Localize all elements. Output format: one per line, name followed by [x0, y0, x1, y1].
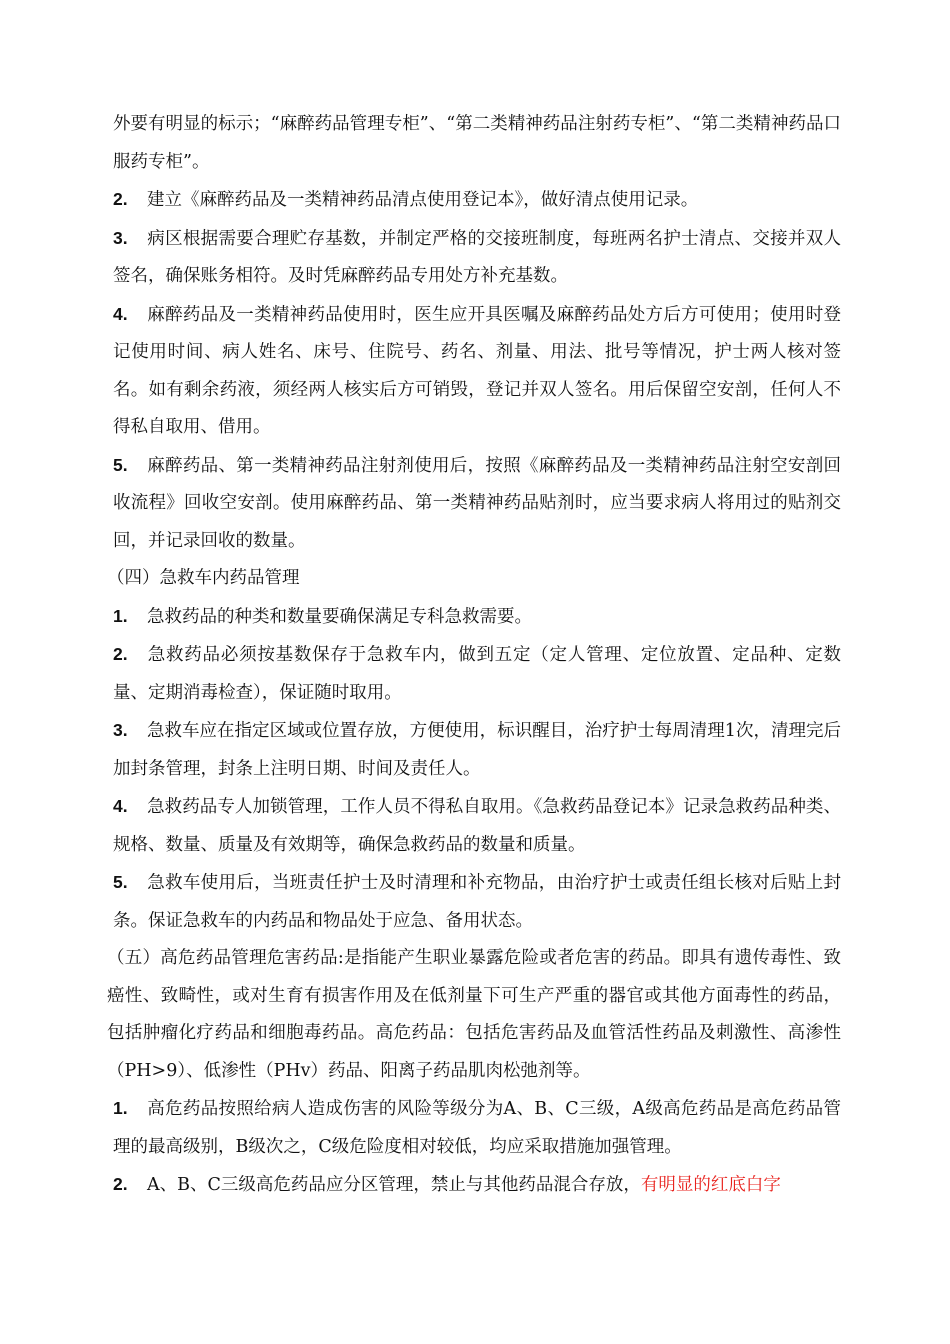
item-text: 病区根据需要合理贮存基数，并制定严格的交接班制度，每班两名护士清点、交接并双人签名，确保账务相符。及时凭麻醉药品专用处方补充基数。 — [113, 228, 841, 286]
list-item — [113, 788, 841, 864]
list-item — [113, 598, 841, 637]
item-number: 2. — [113, 189, 128, 209]
list-item — [113, 447, 841, 561]
item-text: 麻醉药品及一类精神药品使用时，医生应开具医嘱及麻醉药品处方后方可使用；使用时登记使用时间、病人姓名、床号、住院号、药名、剂量、用法、批号等情况，护士两人核对签名。如有剩余药液，须经两人核实后方可销毁，登记并双人签名。用后保留空安剖，任何人不得私自取用、借用。 — [113, 304, 841, 437]
item-text: 急救药品专人加锁管理，工作人员不得私自取用。《急救药品登记本》记录急救药品种类、规格、数量、质量及有效期等，确保急救药品的数量和质量。 — [113, 797, 841, 855]
list-item — [113, 220, 841, 296]
list-item — [113, 181, 841, 220]
item-number: 1. — [113, 605, 128, 626]
highlighted-text: 有明显的红底白字 — [640, 1175, 781, 1195]
paragraph-continuation — [113, 106, 841, 181]
heading-text: （五）高危药品管理危害药品:是指能产生职业暴露危险或者危害的药品。即具有遗传毒性、致癌性、致畸性，或对生育有损害作用及在低剂量下可生产严重的器官或其他方面毒性的药品，包括肿瘤化疗药品和细胞毒药品。高危药品：包括危害药品及血管活性药品及刺激性、高渗性（PH>9）、低渗性（PHv）药品、阳离子药品肌肉松弛剂等。 — [107, 948, 841, 1081]
section-heading-emergency-cart — [107, 560, 841, 598]
item-number: 1. — [113, 1098, 128, 1118]
list-item — [113, 864, 841, 940]
paragraph-text: 外要有明显的标示；“麻醉药品管理专柜”、“第二类精神药品注射药专柜”、“第二类精神药品口服药专柜”。 — [113, 114, 841, 172]
item-number: 3. — [113, 227, 128, 248]
item-text: 建立《麻醉药品及一类精神药品清点使用登记本》，做好清点使用记录。 — [147, 190, 699, 210]
item-number: 4. — [113, 796, 128, 816]
item-number: 5. — [113, 872, 128, 892]
item-text: A、B、C三级高危药品应分区管理，禁止与其他药品混合存放， — [147, 1175, 641, 1195]
item-number: 2. — [113, 644, 128, 664]
heading-text: （四）急救车内药品管理 — [107, 568, 300, 588]
item-text: 急救药品的种类和数量要确保满足专科急救需要。 — [147, 606, 532, 627]
item-number: 2. — [113, 1174, 128, 1194]
item-number: 5. — [113, 454, 128, 475]
list-item — [113, 1166, 841, 1205]
list-item — [113, 296, 841, 447]
list-item — [113, 712, 841, 788]
section-heading-high-risk-drugs — [107, 940, 841, 1090]
item-number: 4. — [113, 303, 128, 324]
item-text: 急救车使用后，当班责任护士及时清理和补充物品，由治疗护士或责任组长核对后贴上封条。保证急救车的内药品和物品处于应急、备用状态。 — [113, 873, 841, 931]
item-text: 急救药品必须按基数保存于急救车内，做到五定（定人管理、定位放置、定品种、定数量、定期消毒检查），保证随时取用。 — [113, 645, 841, 703]
item-number: 3. — [113, 720, 128, 740]
item-text: 麻醉药品、第一类精神药品注射剂使用后，按照《麻醉药品及一类精神药品注射空安剖回收流程》回收空安剖。使用麻醉药品、第一类精神药品贴剂时，应当要求病人将用过的贴剂交回，并记录回收的数量。 — [113, 455, 841, 551]
document-body — [107, 106, 841, 1205]
item-text: 急救车应在指定区域或位置存放，方便使用，标识醒目，治疗护士每周清理1次，清理完后加封条管理，封条上注明日期、时间及责任人。 — [113, 721, 841, 779]
list-item — [113, 1090, 841, 1166]
list-item — [113, 636, 841, 712]
item-text: 高危药品按照给病人造成伤害的风险等级分为A、B、C三级，A级高危药品是高危药品管理的最高级别，B级次之，C级危险度相对较低，均应采取措施加强管理。 — [113, 1099, 841, 1157]
